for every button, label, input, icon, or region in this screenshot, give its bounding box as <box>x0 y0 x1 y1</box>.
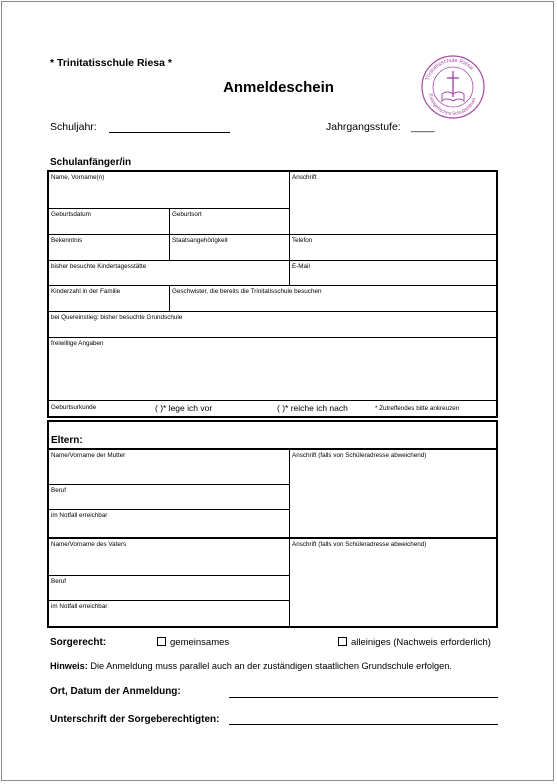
telefon-field[interactable]: Telefon <box>289 235 496 260</box>
staatsangehoerigkeit-field[interactable]: Staatsangehörigkeit <box>169 235 289 260</box>
unterschrift-label: Unterschrift der Sorgeberechtigten: <box>50 714 220 725</box>
mutter-notfall-field[interactable]: im Notfall erreichbar <box>51 512 108 519</box>
row-kinderzahl <box>47 285 498 311</box>
row-kita <box>47 260 498 285</box>
schuljahr-label: Schuljahr: <box>50 121 97 133</box>
unterschrift-field[interactable] <box>229 724 498 725</box>
row-freiwillig <box>47 337 498 400</box>
geburtsdatum-field[interactable]: Geburtsdatum <box>51 211 91 218</box>
block-vater <box>47 537 498 628</box>
row-geburtsurkunde <box>47 400 498 418</box>
quereinstieg-field[interactable]: bei Quereinstieg: bisher besuchte Grundschule <box>51 314 183 321</box>
eltern-heading: Eltern: <box>51 435 83 446</box>
bekenntnis-field[interactable]: Bekenntnis <box>51 237 83 244</box>
anschrift-field[interactable]: Anschrift <box>289 172 496 234</box>
jahrgang-field[interactable]: ____ <box>411 121 435 133</box>
registration-form <box>47 170 498 628</box>
option-gemeinsames[interactable] <box>157 637 229 648</box>
alleiniges-label: alleiniges (Nachweis erforderlich) <box>351 637 491 648</box>
schuljahr-field[interactable] <box>109 132 230 133</box>
option-alleiniges[interactable] <box>338 637 491 648</box>
row-eltern-heading <box>47 420 498 450</box>
vater-beruf-field[interactable]: Beruf <box>49 576 289 601</box>
row-quereinstieg <box>47 311 498 337</box>
checkbox-gemeinsames[interactable] <box>157 637 166 646</box>
vater-notfall-field[interactable]: im Notfall erreichbar <box>51 603 108 610</box>
block-mutter <box>47 450 498 537</box>
checkbox-alleiniges[interactable] <box>338 637 347 646</box>
geburtsurkunde-label: Geburtsurkunde <box>51 404 97 411</box>
vater-name-field[interactable]: Name/Vorname des Vaters <box>49 539 289 576</box>
svg-text:Evangelisches Schulzentrum: Evangelisches Schulzentrum <box>427 93 478 118</box>
name-field[interactable]: Name, Vorname(n) <box>49 172 289 209</box>
mutter-anschrift-field[interactable]: Anschrift (falls von Schüleradresse abweichend) <box>289 450 496 537</box>
email-field[interactable]: E-Mail <box>289 261 496 285</box>
sorgerecht-label: Sorgerecht: <box>50 637 107 648</box>
kinderzahl-field[interactable]: Kinderzahl in der Familie <box>51 288 121 295</box>
geburtsort-field[interactable]: Geburtsort <box>169 209 289 234</box>
mutter-beruf-field[interactable]: Beruf <box>49 485 289 510</box>
row-name-geburt <box>47 170 498 234</box>
page-title: Anmeldeschein <box>223 79 334 96</box>
school-name: * Trinitatisschule Riesa * <box>50 57 172 69</box>
option-lege-vor[interactable]: ( )* lege ich vor <box>155 403 213 413</box>
hinweis-text: Die Anmeldung muss parallel auch an der zuständigen staatlichen Grundschule erfolgen. <box>87 661 452 671</box>
svg-text:Trinitatisschule Riesa: Trinitatisschule Riesa <box>424 57 475 82</box>
mutter-name-field[interactable]: Name/Vorname der Mutter <box>49 450 289 485</box>
freiwillig-field[interactable]: freiwillige Angaben <box>51 340 104 347</box>
school-seal-logo <box>420 54 486 120</box>
ankreuzen-note: * Zutreffendes bitte ankreuzen <box>375 405 460 412</box>
geschwister-field[interactable]: Geschwister, die bereits die Trinitatisschule besuchen <box>169 286 496 311</box>
ort-datum-label: Ort, Datum der Anmeldung: <box>50 686 181 697</box>
vater-anschrift-field[interactable]: Anschrift (falls von Schüleradresse abweichend) <box>289 539 496 626</box>
kita-field[interactable]: bisher besuchte Kindertagesstätte <box>51 263 147 270</box>
row-bekenntnis <box>47 234 498 260</box>
ort-datum-field[interactable] <box>229 697 498 698</box>
option-reiche-nach[interactable]: ( )* reiche ich nach <box>277 403 348 413</box>
hinweis-label: Hinweis: <box>50 661 88 671</box>
gemeinsames-label: gemeinsames <box>170 637 230 648</box>
hinweis-line <box>50 661 452 671</box>
jahrgang-label: Jahrgangsstufe: <box>326 121 401 133</box>
schulanfaenger-heading: Schulanfänger/in <box>50 157 132 168</box>
